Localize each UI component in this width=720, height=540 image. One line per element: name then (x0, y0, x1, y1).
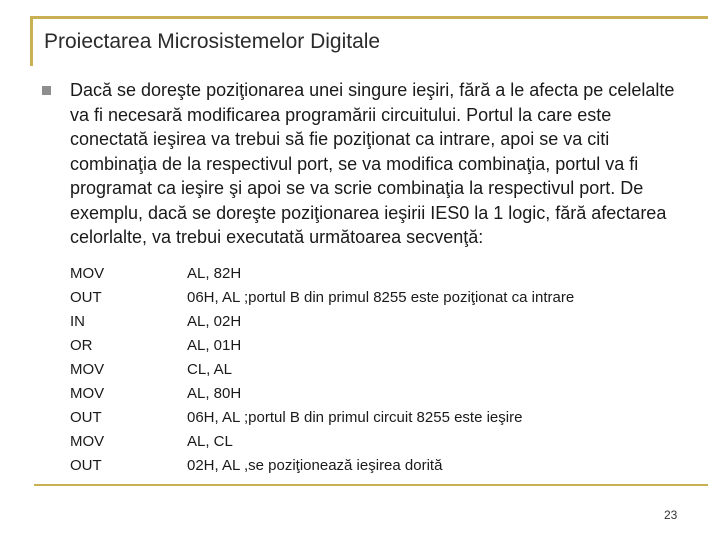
code-operands: AL, 82H (187, 265, 242, 282)
code-line (70, 334, 574, 358)
code-opcode: OUT (70, 289, 102, 306)
code-operands: 02H, AL ,se poziţionează ieşirea dorită (187, 457, 443, 474)
code-operands: 06H, AL ;portul B din primul 8255 este poziţionat ca intrare (187, 289, 575, 306)
frame-top-rule (30, 16, 708, 19)
frame-bottom-rule (34, 484, 708, 486)
code-opcode: MOV (70, 433, 105, 450)
code-line (70, 454, 574, 478)
code-listing (70, 262, 574, 478)
code-opcode: OR (70, 337, 93, 354)
code-opcode: OUT (70, 457, 102, 474)
code-operands: AL, 80H (187, 385, 242, 402)
code-opcode: MOV (70, 385, 105, 402)
slide-title: Proiectarea Microsistemelor Digitale (44, 30, 381, 53)
code-opcode: MOV (70, 265, 105, 282)
code-line (70, 406, 574, 430)
code-line (70, 286, 574, 310)
code-opcode: MOV (70, 361, 105, 378)
code-line (70, 310, 574, 334)
code-line (70, 430, 574, 454)
code-operands: AL, CL (187, 433, 233, 450)
code-operands: AL, 02H (187, 313, 242, 330)
square-bullet-icon (42, 86, 51, 95)
code-operands: CL, AL (187, 361, 233, 378)
frame-left-rule (30, 16, 33, 66)
body-paragraph: Dacă se doreşte poziţionarea unei singure ieşiri, fără a le afecta pe celelalte va fi necesară modificarea programării circuitului. Portul la care este conectată ieşirea va trebui să fie poziţionat ca intrare, apoi se va citi combinaţia de la respectivul port, se va modifica combinaţia, portul va fi programat ca ieşire şi apoi se va scrie combinaţia la respectivul port. De exemplu, dacă se doreşte poziţionarea ieşirii IES0 la 1 logic, fără afectarea celorlalte, va trebui executată următoarea secvenţă: (70, 80, 675, 247)
code-line (70, 382, 574, 406)
page-number: 23 (664, 508, 678, 522)
code-opcode: OUT (70, 409, 102, 426)
code-operands: 06H, AL ;portul B din primul circuit 8255 este ieşire (187, 409, 523, 426)
code-operands: AL, 01H (187, 337, 242, 354)
code-line (70, 358, 574, 382)
code-opcode: IN (70, 313, 85, 330)
code-line (70, 262, 574, 286)
